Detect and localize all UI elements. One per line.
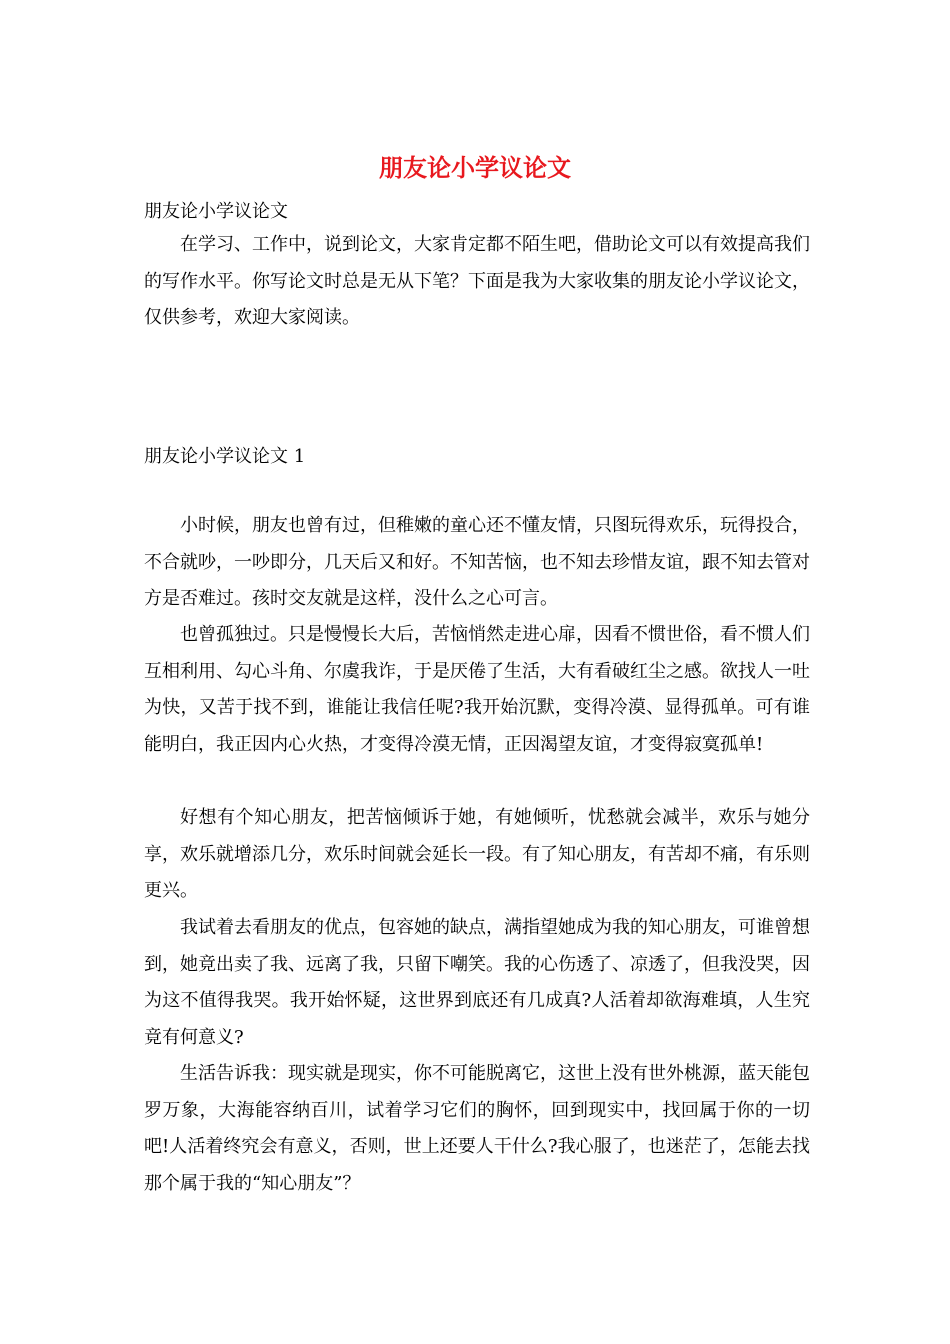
body-paragraph: 好想有个知心朋友，把苦恼倾诉于她，有她倾听，忧愁就会减半，欢乐与她分享，欢乐就增添几分，欢乐时间就会延长一段。有了知心朋友，有苦却不痛，有乐则更兴。 bbox=[144, 807, 810, 901]
body-paragraph: 我试着去看朋友的优点，包容她的缺点，满指望她成为我的知心朋友，可谁曾想到，她竟出卖了我、远离了我，只留下嘲笑。我的心伤透了、凉透了，但我没哭，因为这不值得我哭。我开始怀疑，这世界到底还有几成真?人活着却欲海难填，人生究竟有何意义? bbox=[144, 917, 810, 1048]
document-title: 朋友论小学议论文 bbox=[379, 153, 571, 182]
intro-paragraph: 在学习、工作中，说到论文，大家肯定都不陌生吧，借助论文可以有效提高我们的写作水平。你写论文时总是无从下笔？下面是我为大家收集的朋友论小学议论文，仅供参考，欢迎大家阅读。 bbox=[144, 234, 810, 328]
body-paragraph: 也曾孤独过。只是慢慢长大后，苦恼悄然走进心扉，因看不惯世俗，看不惯人们互相利用、勾心斗角、尔虞我诈，于是厌倦了生活，大有看破红尘之感。欲找人一吐为快，又苦于找不到，谁能让我信任呢?我开始沉默，变得冷漠、显得孤单。可有谁能明白，我正因内心火热，才变得冷漠无情，正因渴望友谊，才变得寂寞孤单! bbox=[144, 624, 810, 755]
body-paragraph: 生活告诉我：现实就是现实，你不可能脱离它，这世上没有世外桃源，蓝天能包罗万象，大海能容纳百川，试着学习它们的胸怀，回到现实中，找回属于你的一切吧!人活着终究会有意义，否则，世上还要人干什么?我心服了，也迷茫了，怎能去找那个属于我的“知心朋友”？ bbox=[144, 1063, 810, 1194]
body-paragraph: 小时候，朋友也曾有过，但稚嫩的童心还不懂友情，只图玩得欢乐，玩得投合，不合就吵，一吵即分，几天后又和好。不知苦恼，也不知去珍惜友谊，跟不知去管对方是否难过。孩时交友就是这样，没什么之心可言。 bbox=[144, 515, 810, 609]
document-subtitle: 朋友论小学议论文 bbox=[144, 201, 288, 222]
section-heading: 朋友论小学议论文 1 bbox=[144, 446, 306, 467]
